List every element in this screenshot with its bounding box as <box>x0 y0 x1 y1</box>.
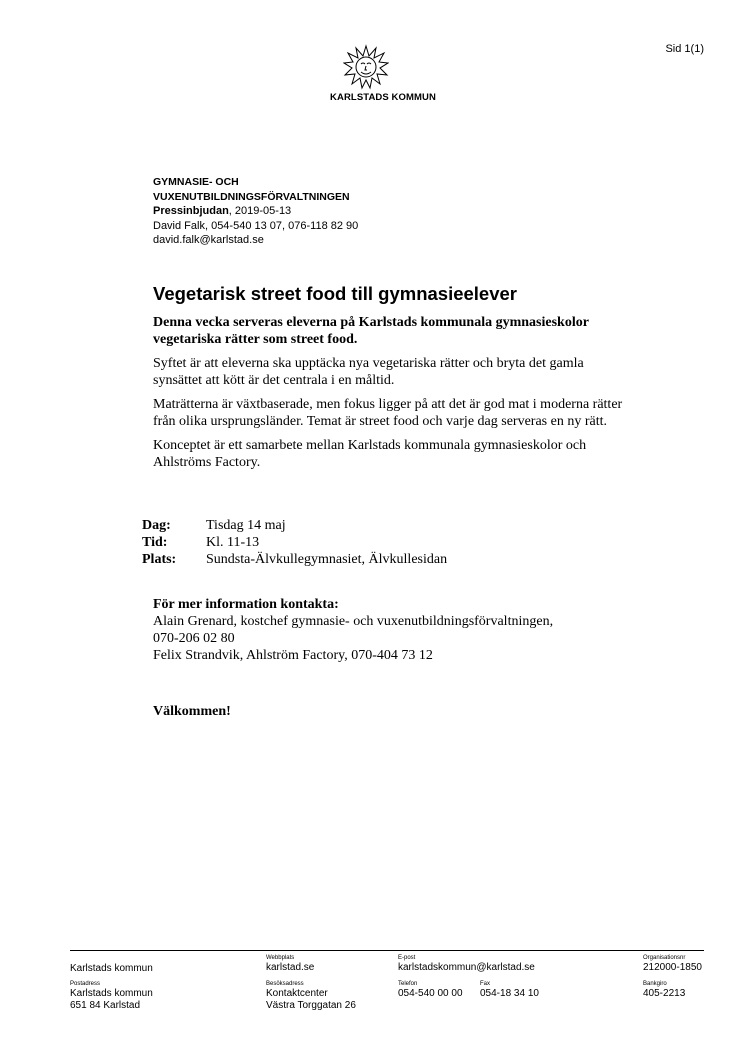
contact-line-3: Felix Strandvik, Ahlström Factory, 070-404 73 12 <box>153 648 433 663</box>
footer-web <box>266 955 314 974</box>
time-label: Tid: <box>142 535 168 550</box>
event-place-row <box>142 551 447 568</box>
footer-phone <box>398 981 463 1000</box>
footer-post-line-2: 651 84 Karlstad <box>70 1000 141 1011</box>
footer-post <box>70 981 153 1012</box>
footer-bank-label: Bankgiro <box>643 981 667 987</box>
footer-org-value: 212000-1850 <box>643 962 702 973</box>
footer-web-value[interactable]: karlstad.se <box>266 962 315 973</box>
footer-visit-line-1: Kontaktcenter <box>266 988 328 999</box>
footer-email-value[interactable]: karlstadskommun@karlstad.se <box>398 962 535 973</box>
page-number: Sid 1(1) <box>665 43 704 55</box>
footer-email <box>398 955 535 974</box>
lead-paragraph: Denna vecka serveras eleverna på Karlstads kommunala gymnasieskolor vegetariska rätter som street food. <box>153 315 589 347</box>
welcome-text: Välkommen! <box>153 704 231 719</box>
day-label: Dag: <box>142 518 171 533</box>
footer-org <box>643 955 702 974</box>
doc-date: , 2019-05-13 <box>228 205 292 217</box>
footer-fax <box>480 981 539 1000</box>
headline: Vegetarisk street food till gymnasieelever <box>153 283 517 304</box>
footer-fax-value: 054-18 34 10 <box>480 988 539 999</box>
paragraph-1: Syftet är att eleverna ska upptäcka nya vegetariska rätter och bryta det gamla synsättet att kött är det centrala i en måltid. <box>153 356 584 388</box>
doc-type-date <box>153 204 358 219</box>
logo-text: KARLSTADS KOMMUN <box>330 92 436 103</box>
paragraph-3: Konceptet är ett samarbete mellan Karlstads kommunala gymnasieskolor och Ahlströms Factory. <box>153 438 587 470</box>
body-text <box>153 314 633 478</box>
footer-bank-value: 405-2213 <box>643 988 686 999</box>
footer-web-label: Webbplats <box>266 955 295 961</box>
contact-line-2: 070-206 02 80 <box>153 631 235 646</box>
place-label: Plats: <box>142 552 177 567</box>
place-value: Sundsta-Älvkullegymnasiet, Älvkullesidan <box>206 552 448 567</box>
footer-divider <box>70 950 704 951</box>
contact-heading: För mer information kontakta: <box>153 597 339 612</box>
footer-visit <box>266 981 356 1012</box>
event-details <box>142 517 447 568</box>
event-time-row <box>142 534 447 551</box>
time-value: Kl. 11-13 <box>206 535 260 550</box>
department-line-1: GYMNASIE- OCH <box>153 176 239 188</box>
sun-logo-icon <box>343 44 389 90</box>
sender-contact: David Falk, 054-540 13 07, 076-118 82 90 <box>153 219 359 232</box>
contact-block <box>153 596 553 664</box>
footer-email-label: E-post <box>398 955 416 961</box>
footer-post-line-1: Karlstads kommun <box>70 988 153 999</box>
sender-block <box>153 175 358 248</box>
footer-visit-line-2: Västra Torggatan 26 <box>266 1000 356 1011</box>
contact-line-1: Alain Grenard, kostchef gymnasie- och vuxenutbildningsförvaltningen, <box>153 614 554 629</box>
footer-org-label: Organisationsnr <box>643 955 686 961</box>
department-line-2: VUXENUTBILDNINGSFÖRVALTNINGEN <box>153 190 350 203</box>
footer-visit-label: Besöksadress <box>266 981 304 987</box>
paragraph-2: Maträtterna är växtbaserade, men fokus ligger på att det är god mat i moderna rätter från olika ursprungsländer. Temat är street food och varje dag serveras en ny rätt. <box>153 397 623 429</box>
day-value: Tisdag 14 maj <box>206 518 286 533</box>
footer-name: Karlstads kommun <box>70 963 153 974</box>
sender-email[interactable]: david.falk@karlstad.se <box>153 234 264 246</box>
footer-post-label: Postadress <box>70 981 101 987</box>
footer-phone-value: 054-540 00 00 <box>398 988 463 999</box>
footer-phone-label: Telefon <box>398 981 418 987</box>
footer-bank <box>643 981 685 1000</box>
doc-type: Pressinbjudan <box>153 205 229 217</box>
footer-fax-label: Fax <box>480 981 491 987</box>
event-day-row <box>142 517 447 534</box>
